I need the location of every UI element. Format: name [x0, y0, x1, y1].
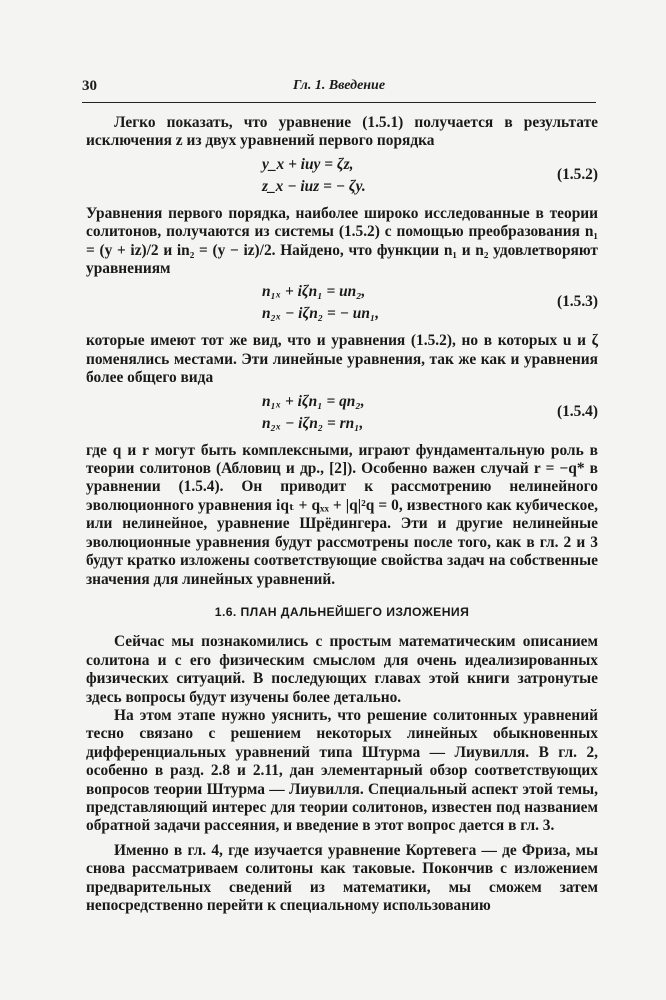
paragraph-4: где q и r могут быть комплексными, играют фундаментальную роль в теории солитонов (Абловиц и др., [2]). Особенно важен случай r = −q* в уравнении (1.5.4). Он приводит к рассмотрению нелинейного эволюционного уравнения iqₜ + qₓₓ + |q|²q = 0, известного как кубическое, или нелинейное, уравнение Шрёдингера. Эти и другие нелинейные эволюционные уравнения будут рассмотрены после того, как в гл. 2 и 3 будут кратко изложены соответствующие свойства задач на собственные значения для линейных уравнений.: [86, 441, 598, 588]
equation-line: n₂ₓ − iζn₂ = − un₁,: [262, 305, 380, 323]
paragraph-7: Именно в гл. 4, где изучается уравнение Кортевега — де Фриза, мы снова рассматриваем солитоны как таковые. Покончив с изложением предварительных сведений из математики, мы сможем затем непосредственно перейти к специальному использованию: [86, 841, 598, 914]
page-header: [82, 78, 596, 102]
equation-number: (1.5.2): [556, 165, 598, 183]
paragraph-3: которые имеют тот же вид, что и уравнения (1.5.2), но в которых u и ζ поменялись местами. Эти линейные уравнения, так же как и уравнения более общего вида: [86, 332, 598, 387]
paragraph-2: Уравнения первого порядка, наиболее широко исследованные в теории солитонов, получаются из системы (1.5.2) с помощью преобразования n₁ = (y + iz)/2 и in₂ = (y − iz)/2. Найдено, что функции n₁ и n₂ удовлетворяют уравнениям: [86, 204, 598, 278]
equation-1-5-4: [86, 390, 598, 438]
equation-line: n₁ₓ + iζn₁ = un₂,: [262, 283, 366, 301]
equation-line: z_x − iuz = − ζy.: [262, 177, 366, 195]
equation-1-5-3: [86, 280, 598, 328]
paragraph-6: На этом этапе нужно уяснить, что решение солитонных уравнений тесно связано с решением некоторых линейных обыкновенных дифференциальных уравнений типа Штурма — Лиувилля. В гл. 2, особенно в разд. 2.8 и 2.11, дан элементарный обзор соответствующих вопросов теории Штурма — Лиувилля. Специальный аспект этой темы, представляющий интерес для теории солитонов, известен под названием обратной задачи рассеяния, и введение в этот вопрос дается в гл. 3.: [86, 706, 598, 835]
equation-1-5-2: [86, 153, 598, 201]
page-number: 30: [82, 78, 97, 94]
header-rule: [82, 102, 596, 103]
paragraph-5: Сейчас мы познакомились с простым математическим описанием солитона и с его физическим смыслом для очень идеализированных физических ситуаций. В последующих главах этой книги затронутые здесь вопросы будут изучены более детально.: [86, 633, 598, 706]
equation-number: (1.5.3): [556, 293, 598, 311]
page-body: [86, 114, 598, 915]
equation-line: n₂ₓ − iζn₂ = rn₁,: [262, 414, 364, 432]
equation-number: (1.5.4): [556, 402, 598, 420]
running-head: Гл. 1. Введение: [292, 78, 386, 93]
equation-line: y_x + iuy = ζz,: [262, 155, 354, 173]
section-heading: 1.6. ПЛАН ДАЛЬНЕЙШЕГО ИЗЛОЖЕНИЯ: [214, 604, 470, 619]
paragraph-1: Легко показать, что уравнение (1.5.1) получается в результате исключения z из двух уравнений первого порядка: [86, 114, 598, 150]
equation-line: n₁ₓ + iζn₁ = qn₂,: [262, 392, 365, 410]
